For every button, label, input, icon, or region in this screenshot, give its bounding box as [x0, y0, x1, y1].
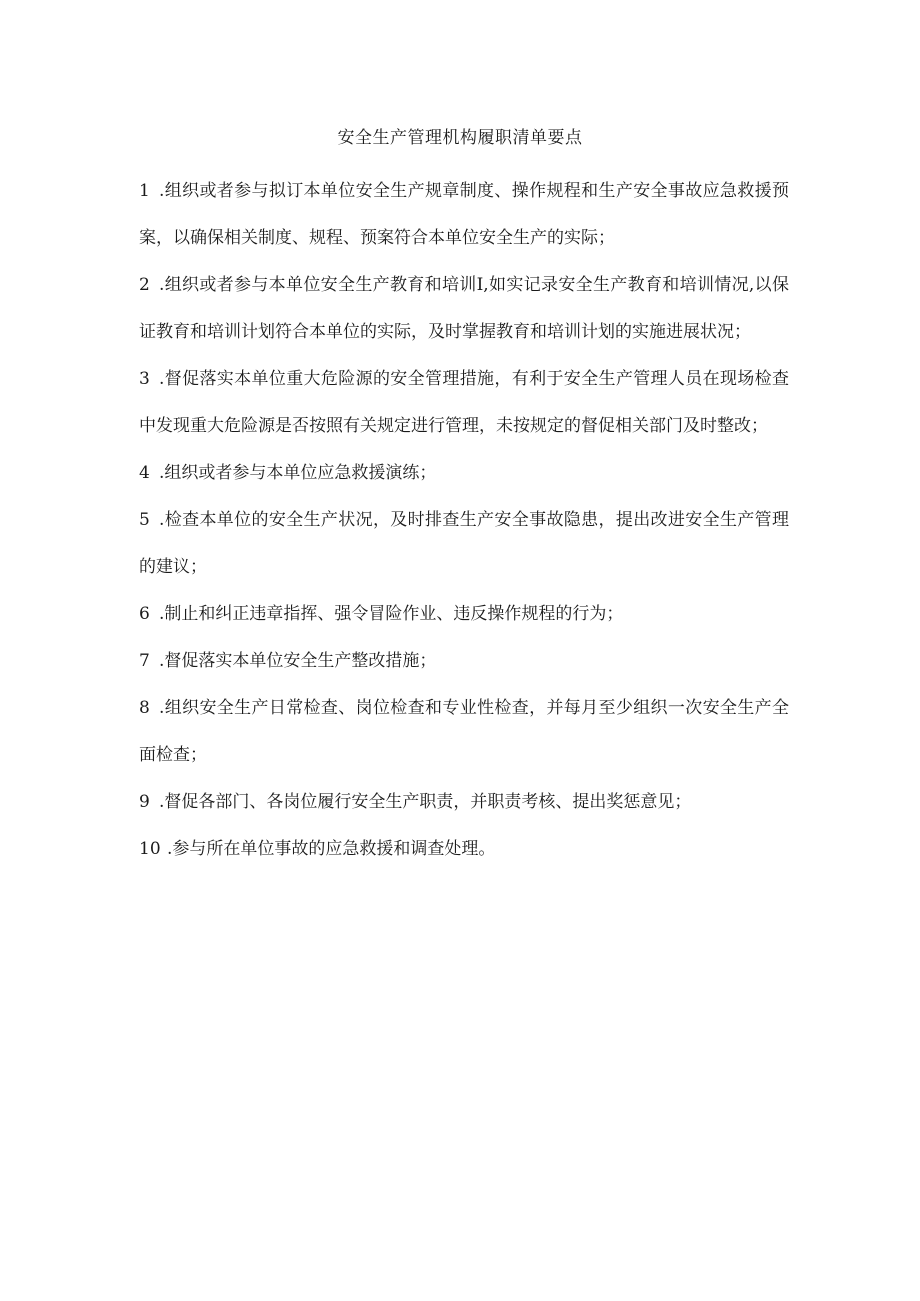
item-number: 9	[139, 792, 150, 812]
item-text: .组织或者参与本单位安全生产教育和培训I,如实记录安全生产教育和培训情况,以保证教育和培训计划符合本单位的实际，及时掌握教育和培训计划的实施进展状况；	[139, 275, 789, 342]
item-text: .检查本单位的安全生产状况，及时排查生产安全事故隐患，提出改进安全生产管理的建议；	[139, 510, 789, 577]
list-item	[139, 450, 789, 497]
item-number: 6	[139, 604, 150, 624]
item-text: .督促各部门、各岗位履行安全生产职责，并职责考核、提出奖惩意见；	[159, 792, 692, 812]
duty-list	[139, 168, 789, 873]
list-item	[139, 262, 789, 356]
item-number: 5	[139, 510, 150, 530]
item-text: .督促落实本单位重大危险源的安全管理措施，有利于安全生产管理人员在现场检查中发现重大危险源是否按照有关规定进行管理，未按规定的督促相关部门及时整改；	[139, 369, 789, 436]
item-number: 4	[139, 463, 150, 483]
list-item	[139, 591, 789, 638]
item-number: 1	[139, 181, 150, 201]
item-text: .组织安全生产日常检查、岗位检查和专业性检查，并每月至少组织一次安全生产全面检查；	[139, 698, 789, 765]
item-number: 2	[139, 275, 150, 295]
list-item	[139, 685, 789, 779]
item-number: 10	[139, 839, 161, 859]
item-text: .组织或者参与拟订本单位安全生产规章制度、操作规程和生产安全事故应急救援预案，以确保相关制度、规程、预案符合本单位安全生产的实际；	[139, 181, 789, 248]
item-text: .参与所在单位事故的应急救援和调查处理。	[167, 839, 496, 859]
list-item	[139, 356, 789, 450]
item-text: .督促落实本单位安全生产整改措施；	[159, 651, 437, 671]
item-number: 8	[139, 698, 150, 718]
list-item	[139, 168, 789, 262]
list-item	[139, 826, 789, 873]
item-number: 7	[139, 651, 150, 671]
item-text: .组织或者参与本单位应急救援演练；	[159, 463, 437, 483]
item-number: 3	[139, 369, 150, 389]
list-item	[139, 497, 789, 591]
list-item	[139, 779, 789, 826]
document-title: 安全生产管理机构履职清单要点	[337, 128, 583, 148]
list-item	[139, 638, 789, 685]
item-text: .制止和纠正违章指挥、强令冒险作业、违反操作规程的行为；	[159, 604, 624, 624]
